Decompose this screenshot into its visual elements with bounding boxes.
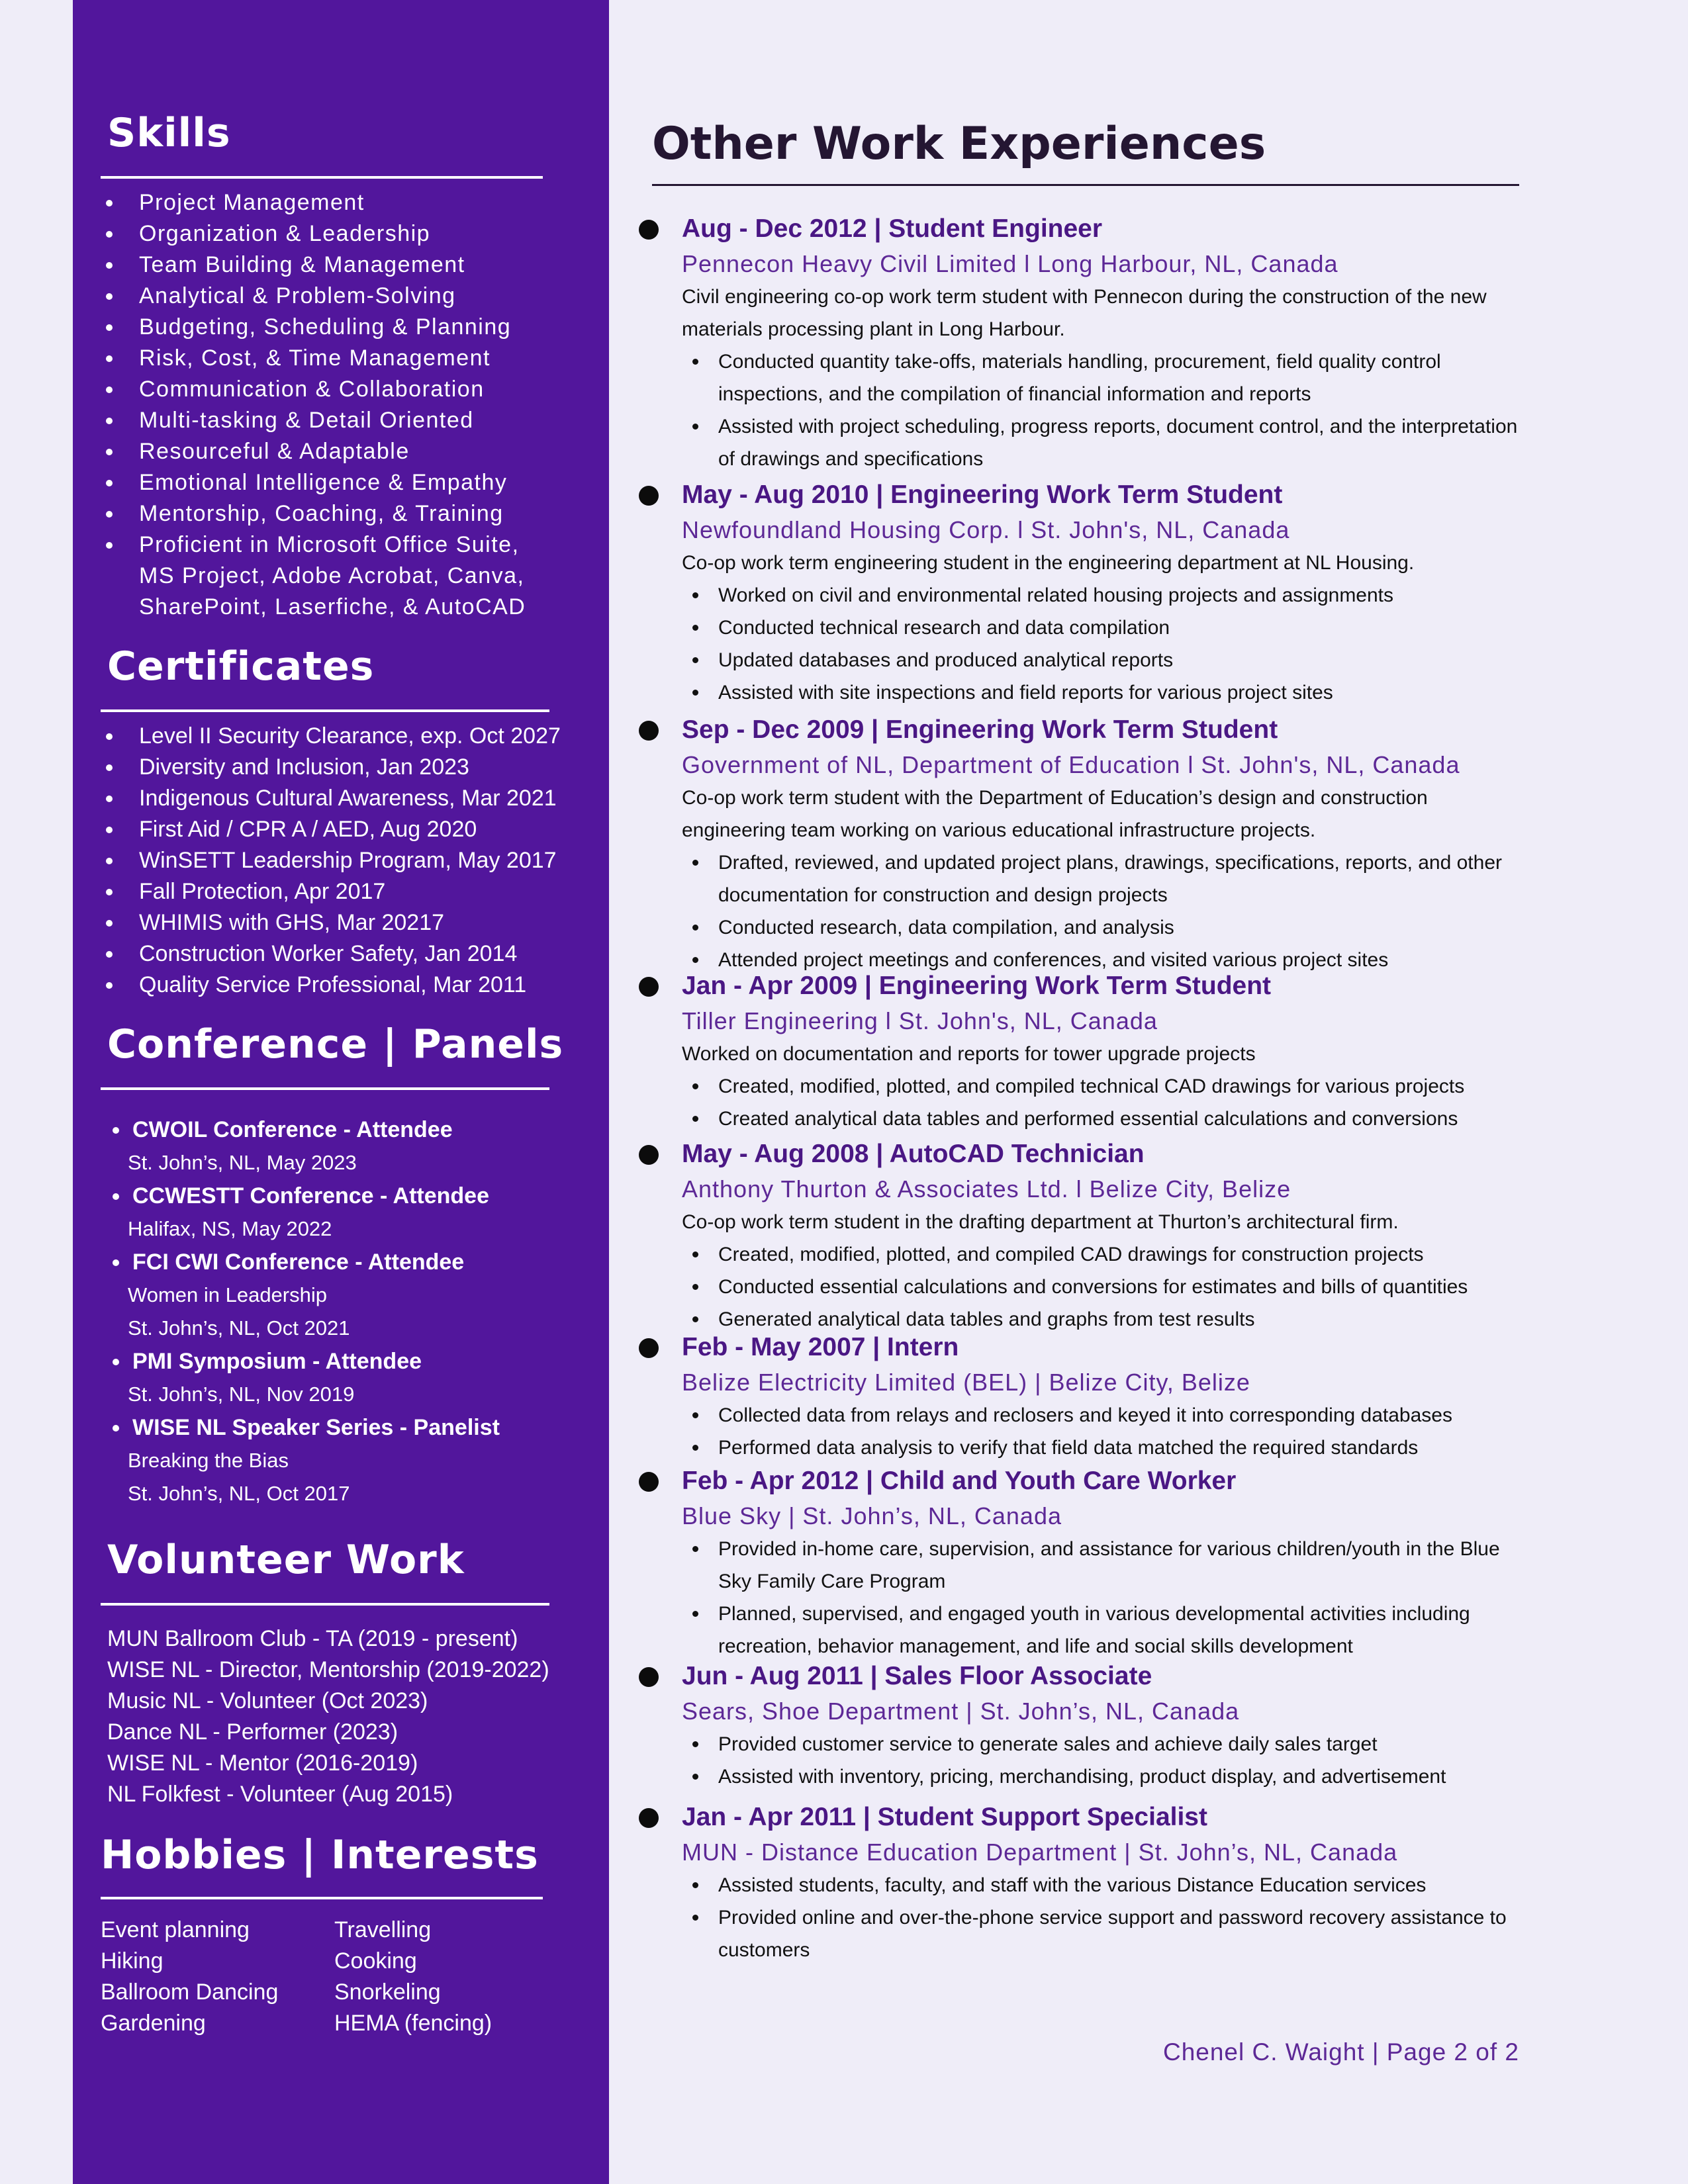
job-bullet: Assisted students, faculty, and staff with the various Distance Education services [682,1869,1536,1901]
job-title: Jan - Apr 2011 | Student Support Specialist [682,1803,1207,1831]
title-divider [652,184,1519,186]
job-title: Feb - Apr 2012 | Child and Youth Care Worker [682,1467,1237,1495]
conference-heading: Conference | Panels [107,1021,564,1068]
job-bullet: Created, modified, plotted, and compiled CAD drawings for construction projects [682,1238,1536,1271]
hobby-item: Ballroom Dancing [101,1979,279,2005]
certificate-item: Level II Security Clearance, exp. Oct 2027 [106,721,561,752]
job-organization: Sears, Shoe Department | St. John’s, NL, Canada [682,1698,1240,1725]
hobby-item: Event planning [101,1917,250,1942]
job-organization: Belize Electricity Limited (BEL) | Belize City, Belize [682,1369,1250,1396]
job-description: Co-op work term student with the Department of Education’s design and construction engineering team working on various educational infrastructure projects. [682,787,1428,841]
job-organization: MUN - Distance Education Department | St. John’s, NL, Canada [682,1839,1398,1866]
skill-item: Resourceful & Adaptable [106,436,526,467]
job-bullet: Worked on civil and environmental related housing projects and assignments [682,579,1536,612]
volunteer-item: MUN Ballroom Club - TA (2019 - present) [107,1626,518,1651]
job-bullets [682,579,1536,709]
job-body [682,968,1536,1135]
job-body [682,210,1536,475]
bullet-dot-icon [639,721,659,741]
job-bullets [682,1238,1536,1336]
hobbies-divider [101,1897,543,1899]
conference-list [99,1113,602,1510]
job-bullet: Performed data analysis to verify that field data matched the required standards [682,1432,1536,1464]
job-body [682,1463,1536,1662]
job-bullets [682,1533,1536,1662]
job-bullet: Conducted research, data compilation, and analysis [682,911,1536,944]
skill-item: Analytical & Problem-Solving [106,281,526,312]
conference-detail: St. John’s, NL, Oct 2021 [128,1316,350,1340]
conference-detail: Breaking the Bias [128,1449,289,1472]
job-bullet: Created, modified, plotted, and compiled technical CAD drawings for various projects [682,1070,1536,1103]
conference-name: WISE NL Speaker Series - Panelist [99,1411,602,1444]
bullet-dot-icon [639,1145,659,1165]
job-organization: Government of NL, Department of Education l St. John's, NL, Canada [682,751,1460,778]
job-bullet: Generated analytical data tables and graphs from test results [682,1303,1536,1336]
bullet-dot-icon [639,1338,659,1358]
hobby-item: Gardening [101,2011,206,2036]
hobby-item: Cooking [334,1948,417,1974]
page-title: Other Work Experiences [652,118,1266,170]
job-description: Worked on documentation and reports for tower upgrade projects [682,1043,1256,1065]
conference-detail: St. John’s, NL, May 2023 [128,1151,357,1174]
skill-item: Organization & Leadership [106,218,526,250]
conference-detail: Women in Leadership [128,1283,327,1306]
job-body [682,1658,1536,1793]
hobbies-grid [101,1915,533,2039]
bullet-dot-icon [639,977,659,997]
conference-name: CCWESTT Conference - Attendee [99,1179,602,1212]
bullet-dot-icon [639,1472,659,1492]
job-body [682,1799,1536,1966]
job-title: Jan - Apr 2009 | Engineering Work Term Student [682,972,1272,1000]
job-title: Feb - May 2007 | Intern [682,1333,959,1361]
volunteer-divider [101,1603,549,1606]
job-bullets [682,1728,1536,1793]
job-organization: Tiller Engineering l St. John's, NL, Canada [682,1007,1158,1034]
hobby-item: Hiking [101,1948,164,1974]
conference-item [99,1345,602,1411]
job-bullet: Conducted technical research and data compilation [682,612,1536,644]
job-title: Jun - Aug 2011 | Sales Floor Associate [682,1662,1152,1690]
job-bullets [682,1869,1536,1966]
job-title: Sep - Dec 2009 | Engineering Work Term Student [682,715,1278,744]
skill-item: Multi-tasking & Detail Oriented [106,405,526,436]
skill-item: Budgeting, Scheduling & Planning [106,312,526,343]
skill-item: Proficient in Microsoft Office Suite, [106,529,526,561]
job-title: May - Aug 2008 | AutoCAD Technician [682,1140,1145,1168]
skill-item: Emotional Intelligence & Empathy [106,467,526,498]
skills-heading: Skills [107,110,231,156]
volunteer-item: WISE NL - Director, Mentorship (2019-2022) [107,1657,549,1682]
bullet-dot-icon [639,220,659,240]
volunteer-list [107,1623,549,1810]
job-body [682,1136,1536,1336]
hobby-item: Snorkeling [334,1979,441,2005]
job-organization: Pennecon Heavy Civil Limited l Long Harbour, NL, Canada [682,250,1338,277]
skills-list [106,187,526,623]
hobby-item: HEMA (fencing) [334,2011,492,2036]
certificate-item: WHIMIS with GHS, Mar 20217 [106,907,561,938]
job-bullet: Planned, supervised, and engaged youth in various developmental activities including recreation, behavior management, and life and social skills development [682,1598,1536,1662]
page-footer: Chenel C. Waight | Page 2 of 2 [1162,2038,1519,2066]
sidebar [73,0,609,2184]
conference-item [99,1113,602,1179]
conference-item [99,1411,602,1510]
conference-detail: St. John’s, NL, Nov 2019 [128,1383,355,1406]
conference-item [99,1246,602,1345]
conference-name: CWOIL Conference - Attendee [99,1113,602,1146]
skill-item: MS Project, Adobe Acrobat, Canva, [139,563,525,588]
conference-divider [101,1087,549,1090]
job-description: Civil engineering co-op work term student with Pennecon during the construction of the new materials processing plant in Long Harbour. [682,286,1487,340]
job-organization: Blue Sky | St. John’s, NL, Canada [682,1502,1062,1529]
job-title: Aug - Dec 2012 | Student Engineer [682,214,1103,243]
certificate-item: Indigenous Cultural Awareness, Mar 2021 [106,783,561,814]
job-organization: Newfoundland Housing Corp. l St. John's, NL, Canada [682,516,1290,543]
bullet-dot-icon [639,486,659,506]
job-bullet: Conducted quantity take-offs, materials handling, procurement, field quality control inspections, and the compilation of financial information and reports [682,345,1536,410]
job-bullet: Assisted with site inspections and field reports for various project sites [682,676,1536,709]
volunteer-item: Music NL - Volunteer (Oct 2023) [107,1688,428,1713]
job-body [682,477,1536,709]
certificate-item: Quality Service Professional, Mar 2011 [106,970,561,1001]
bullet-dot-icon [639,1667,659,1687]
skill-item: Communication & Collaboration [106,374,526,405]
skill-item: Risk, Cost, & Time Management [106,343,526,374]
certificate-item: First Aid / CPR A / AED, Aug 2020 [106,814,561,845]
certificate-item: Diversity and Inclusion, Jan 2023 [106,752,561,783]
job-bullet: Provided in-home care, supervision, and assistance for various children/youth in the Blue Sky Family Care Program [682,1533,1536,1598]
conference-detail: Halifax, NS, May 2022 [128,1217,332,1240]
volunteer-item: NL Folkfest - Volunteer (Aug 2015) [107,1782,453,1807]
job-bullet: Attended project meetings and conferences, and visited various project sites [682,944,1536,976]
job-bullet: Conducted essential calculations and conversions for estimates and bills of quantities [682,1271,1536,1303]
skill-item: Mentorship, Coaching, & Training [106,498,526,529]
skill-item: Team Building & Management [106,250,526,281]
job-bullet: Created analytical data tables and performed essential calculations and conversions [682,1103,1536,1135]
job-bullet: Collected data from relays and reclosers and keyed it into corresponding databases [682,1399,1536,1432]
skills-divider [101,176,543,179]
job-title: May - Aug 2010 | Engineering Work Term Student [682,480,1283,509]
job-description: Co-op work term engineering student in the engineering department at NL Housing. [682,552,1415,574]
certificates-divider [101,709,549,712]
certificates-heading: Certificates [107,643,375,690]
job-body [682,711,1536,976]
conference-name: FCI CWI Conference - Attendee [99,1246,602,1279]
hobby-item: Travelling [334,1917,432,1942]
job-bullet: Provided customer service to generate sales and achieve daily sales target [682,1728,1536,1760]
hobbies-heading: Hobbies | Interests [101,1832,539,1878]
job-bullet: Provided online and over-the-phone service support and password recovery assistance to customers [682,1901,1536,1966]
conference-name: PMI Symposium - Attendee [99,1345,602,1378]
volunteer-item: Dance NL - Performer (2023) [107,1719,399,1745]
conference-detail: St. John’s, NL, Oct 2017 [128,1482,350,1505]
volunteer-item: WISE NL - Mentor (2016-2019) [107,1751,418,1776]
job-bullet: Assisted with project scheduling, progress reports, document control, and the interpretation of drawings and specifications [682,410,1536,475]
job-bullets [682,846,1536,976]
skill-item: SharePoint, Laserfiche, & AutoCAD [139,594,526,619]
conference-item [99,1179,602,1246]
job-description: Co-op work term student in the drafting department at Thurton’s architectural firm. [682,1211,1399,1233]
job-bullets [682,345,1536,475]
job-bullet: Updated databases and produced analytical reports [682,644,1536,676]
certificate-item: Fall Protection, Apr 2017 [106,876,561,907]
job-bullets [682,1070,1536,1135]
bullet-dot-icon [639,1808,659,1828]
job-bullet: Drafted, reviewed, and updated project plans, drawings, specifications, reports, and other documentation for construction and design projects [682,846,1536,911]
volunteer-heading: Volunteer Work [107,1537,465,1583]
job-organization: Anthony Thurton & Associates Ltd. l Belize City, Belize [682,1175,1291,1203]
job-body [682,1329,1536,1464]
job-bullets [682,1399,1536,1464]
skill-item: Project Management [106,187,526,218]
certificate-item: Construction Worker Safety, Jan 2014 [106,938,561,970]
job-bullet: Assisted with inventory, pricing, merchandising, product display, and advertisement [682,1760,1536,1793]
certificate-item: WinSETT Leadership Program, May 2017 [106,845,561,876]
certificates-list [106,721,561,1001]
